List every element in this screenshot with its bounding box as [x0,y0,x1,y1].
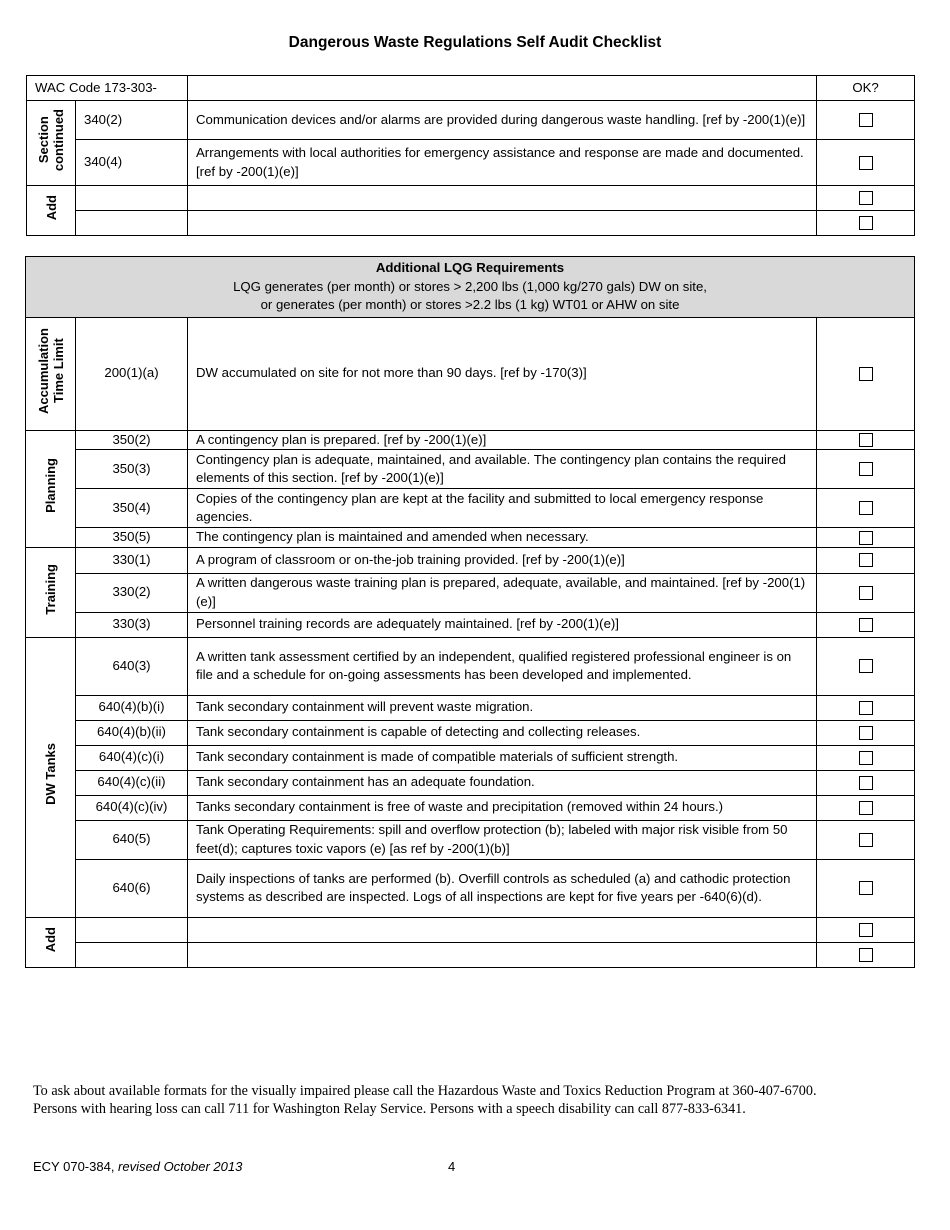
wac-code: 640(4)(c)(i) [76,745,188,770]
wac-code: 640(6) [76,859,188,917]
wac-code: 330(3) [76,612,188,637]
description-header [188,76,817,101]
blank-code-cell[interactable] [76,211,188,236]
wac-code: 640(4)(c)(ii) [76,770,188,795]
requirement-text: The contingency plan is maintained and amended when necessary. [188,528,817,548]
wac-code: 640(4)(c)(iv) [76,795,188,820]
lqg-header-line-1: LQG generates (per month) or stores > 2,200 lbs (1,000 kg/270 gals) DW on site, [233,278,707,294]
group-label-dw-tanks: DW Tanks [26,637,76,917]
requirement-text: Personnel training records are adequately maintained. [ref by -200(1)(e)] [188,612,817,637]
blank-text-cell[interactable] [188,942,817,967]
group-label-training: Training [26,547,76,637]
ok-checkbox[interactable] [859,659,873,673]
ok-checkbox[interactable] [859,462,873,476]
group-label-planning: Planning [26,430,76,547]
wac-code: 640(4)(b)(ii) [76,720,188,745]
ok-checkbox[interactable] [859,553,873,567]
ok-header: OK? [817,76,915,101]
wac-code: 340(2) [76,101,188,140]
ok-checkbox[interactable] [859,156,873,170]
requirement-text: A contingency plan is prepared. [ref by -200(1)(e)] [188,430,817,450]
ok-checkbox[interactable] [859,586,873,600]
wac-code: 200(1)(a) [76,317,188,430]
ok-checkbox[interactable] [859,433,873,447]
ok-checkbox[interactable] [859,216,873,230]
blank-code-cell[interactable] [76,942,188,967]
ok-checkbox[interactable] [859,501,873,515]
requirement-text: Tank secondary containment is capable of detecting and collecting releases. [188,720,817,745]
requirement-text: DW accumulated on site for not more than 90 days. [ref by -170(3)] [188,317,817,430]
wac-code: 350(4) [76,489,188,528]
section-continued-label: Section continued [27,101,76,186]
requirement-text: Tank secondary containment is made of compatible materials of sufficient strength. [188,745,817,770]
requirement-text: Tank secondary containment will prevent waste migration. [188,695,817,720]
requirement-text: Contingency plan is adequate, maintained, and available. The contingency plan contains the required elements of this section. [ref by -200(1)(e)] [188,450,817,489]
blank-code-cell[interactable] [76,186,188,211]
ok-checkbox[interactable] [859,948,873,962]
lqg-header-line-2: or generates (per month) or stores >2.2 lbs (1 kg) WT01 or AHW on site [260,297,680,312]
form-number: ECY 070-384, revised October 2013 [33,1159,243,1174]
lqg-header [26,257,915,318]
document-title: Dangerous Waste Regulations Self Audit Checklist [288,34,662,51]
requirement-text: Daily inspections of tanks are performed (b). Overfill controls as scheduled (a) and cathodic protection systems as described are inspected. Logs of all inspections are kept for five years per -640(6)(d). [188,859,817,917]
ok-checkbox[interactable] [859,801,873,815]
wac-code-header: WAC Code 173-303- [27,76,188,101]
blank-text-cell[interactable] [188,917,817,942]
wac-code: 640(4)(b)(i) [76,695,188,720]
audit-table-continued [26,75,915,236]
blank-text-cell[interactable] [188,211,817,236]
ok-checkbox[interactable] [859,923,873,937]
revision-date: revised October 2013 [118,1159,243,1174]
ok-checkbox[interactable] [859,367,873,381]
requirement-text: Tank secondary containment has an adequate foundation. [188,770,817,795]
requirement-text: A written tank assessment certified by an independent, qualified registered professional engineer is on file and a schedule for on-going assessments has been developed and implemented. [188,637,817,695]
ok-checkbox[interactable] [859,881,873,895]
accessibility-note-line-1: To ask about available formats for the visually impaired please call the Hazardous Waste and Toxics Reduction Program at 360-407-6700. [33,1083,817,1099]
wac-code: 340(4) [76,140,188,186]
ok-checkbox[interactable] [859,618,873,632]
wac-code: 330(2) [76,573,188,612]
blank-code-cell[interactable] [76,917,188,942]
ok-checkbox[interactable] [859,751,873,765]
wac-code: 350(2) [76,430,188,450]
requirement-text: Copies of the contingency plan are kept at the facility and submitted to local emergency response agencies. [188,489,817,528]
ok-checkbox[interactable] [859,726,873,740]
wac-code: 330(1) [76,547,188,573]
blank-text-cell[interactable] [188,186,817,211]
page-number: 4 [448,1159,456,1174]
wac-code: 350(5) [76,528,188,548]
requirement-text: Communication devices and/or alarms are provided during dangerous waste handling. [ref by -200(1)(e)] [188,101,817,140]
requirement-text: A program of classroom or on-the-job training provided. [ref by -200(1)(e)] [188,547,817,573]
add-rows-label: Add [26,917,76,967]
ok-checkbox[interactable] [859,113,873,127]
add-rows-label: Add [27,186,76,236]
ok-checkbox[interactable] [859,701,873,715]
lqg-requirements-table [25,256,915,968]
wac-code: 640(3) [76,637,188,695]
ok-checkbox[interactable] [859,776,873,790]
requirement-text: Tank Operating Requirements: spill and overflow protection (b); labeled with major risk visible from 50 feet(d); captures toxic vapors (e) [as ref by -200(1)(b)] [188,820,817,859]
requirement-text: A written dangerous waste training plan is prepared, adequate, available, and maintained. [ref by -200(1)(e)] [188,573,817,612]
ok-checkbox[interactable] [859,531,873,545]
ok-checkbox[interactable] [859,191,873,205]
requirement-text: Arrangements with local authorities for emergency assistance and response are made and documented. [ref by -200(1)(e)] [188,140,817,186]
wac-code: 350(3) [76,450,188,489]
requirement-text: Tanks secondary containment is free of waste and precipitation (removed within 24 hours.) [188,795,817,820]
accessibility-note [33,1082,923,1118]
ok-checkbox[interactable] [859,833,873,847]
accessibility-note-line-2: Persons with hearing loss can call 711 for Washington Relay Service. Persons with a speech disability can call 877-833-6341. [33,1101,746,1117]
wac-code: 640(5) [76,820,188,859]
group-label-accumulation: Accumulation Time Limit [26,317,76,430]
lqg-header-title: Additional LQG Requirements [375,260,565,275]
